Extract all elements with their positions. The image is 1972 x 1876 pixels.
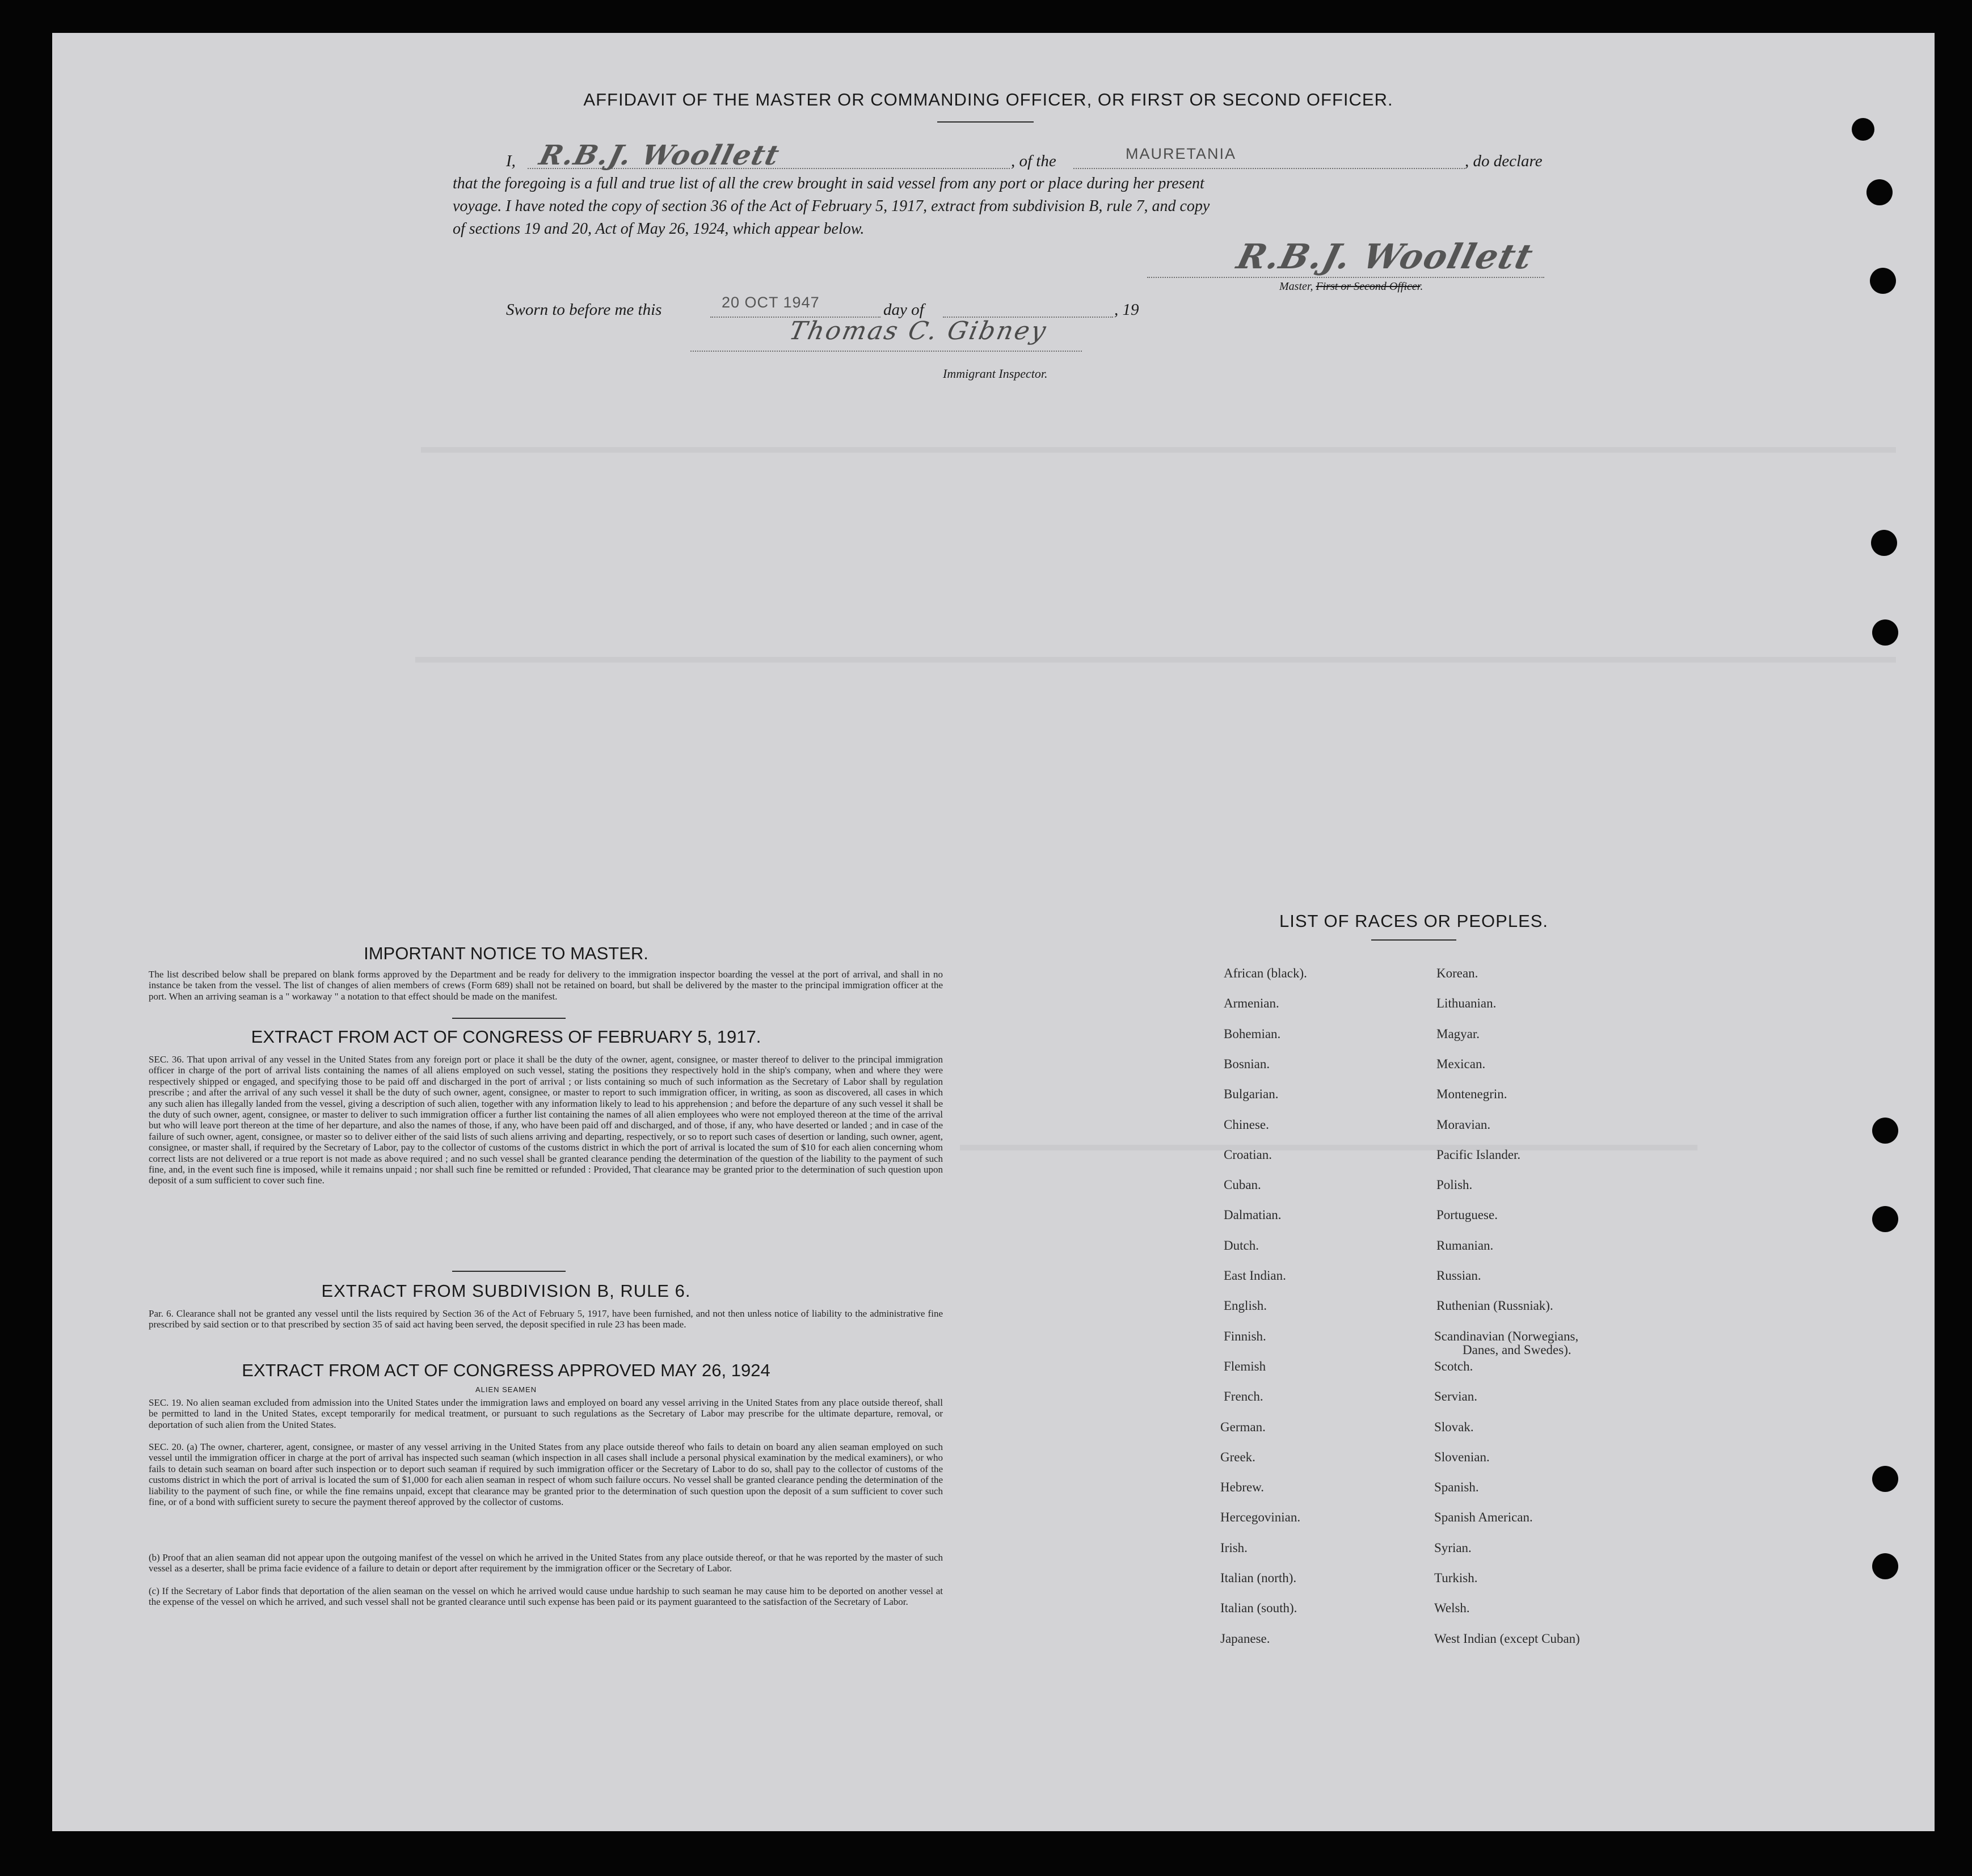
race-item: Hercegovinian. <box>1220 1510 1301 1524</box>
race-item: Chinese. <box>1224 1118 1269 1132</box>
race-item: Syrian. <box>1434 1541 1472 1555</box>
race-item: Portuguese. <box>1436 1208 1498 1222</box>
extract-1924-subtitle: ALIEN SEAMEN <box>475 1385 537 1394</box>
race-item: Scotch. <box>1434 1359 1473 1373</box>
race-item: Irish. <box>1220 1541 1248 1555</box>
officer-signature: R.B.J. Woollett <box>536 140 783 171</box>
race-item: Turkish. <box>1434 1571 1478 1585</box>
race-item: Mexican. <box>1436 1057 1486 1071</box>
race-item: Scandinavian (Norwegians, <box>1434 1329 1579 1343</box>
document-page <box>52 33 1935 1831</box>
race-item: Magyar. <box>1436 1027 1480 1041</box>
sec-19-text: SEC. 19. No alien seaman excluded from admission into the United States under the immigration laws and employed on board any vessel arriving in the United States from any place outside thereof, shall be permitted to land in the United States, except temporarily for medical treatment, or pursuant to such regulations as the Secretary of Labor may prescribe for the ultimate departure, removal, or deportation of such alien from the United States. <box>149 1397 943 1430</box>
affidavit-line-2: that the foregoing is a full and true list of all the crew brought in said vessel from any port or place during her present <box>453 175 1204 192</box>
race-item: French. <box>1224 1389 1263 1403</box>
race-item: Spanish. <box>1434 1480 1479 1494</box>
race-item: Moravian. <box>1436 1118 1491 1132</box>
race-item: Bosnian. <box>1224 1057 1270 1071</box>
race-item: Greek. <box>1220 1450 1255 1464</box>
race-item: Cuban. <box>1224 1178 1261 1192</box>
do-declare-label: , do declare <box>1465 152 1543 170</box>
race-item: Slovak. <box>1434 1420 1474 1434</box>
race-item: Korean. <box>1436 966 1478 980</box>
race-item: Rumanian. <box>1436 1238 1494 1253</box>
race-item: Bohemian. <box>1224 1027 1281 1041</box>
race-item: Welsh. <box>1434 1601 1470 1615</box>
extract-1917-title: EXTRACT FROM ACT OF CONGRESS OF FEBRUARY 5, 1917. <box>251 1027 761 1047</box>
race-item: Japanese. <box>1220 1632 1270 1646</box>
affidavit-line-3: voyage. I have noted the copy of section 36 of the Act of February 5, 1917, extract from subdivision B, rule 7, and copy <box>453 197 1210 215</box>
extract-1917-text: SEC. 36. That upon arrival of any vessel in the United States from any foreign port or place it shall be the duty of the owner, agent, consignee, or master thereof to deliver to the principal immigration officer in charge of the port of arrival lists containing the names of all aliens employed on such vessel, stating the positions they respectively hold in the ship's company, when and where they were respectively shipped or engaged, and specifying those to be paid off and discharged in the port of arrival ; or lists containing so much of such information as the Secretary of Labor shall by regulation prescribe ; and after the arrival of any such vessel it shall be the duty of such owner, agent, consignee, or master to report to such immigration officer, in writing, as soon as discovered, all cases in which any such alien has illegally landed from the vessel, giving a description of such alien, together with any information likely to lead to his apprehension ; and before the departure of any such vessel it shall be the duty of such owner, agent, consignee, or master to deliver to such immigration officer a further list containing the names of all alien employees who were not employed thereon at the time of the arrival but who will leave port thereon at the time of her departure, and also the names of those, if any, who have been paid off and discharged, and of those, if any, who have deserted or landed ; and in case of the failure of such owner, agent, consignee, or master so to deliver either of the said lists of such aliens arriving and departing, respectively, or so to report such cases of desertion or landing, such owner, agent, consignee, or master shall, if required by the Secretary of Labor, pay to the collector of customs of the customs district in which the port of arrival is located the sum of $10 for each alien concerning whom correct lists are not delivered or a true report is not made as above required ; and no such vessel shall be granted clearance pending the determination of the question of the liability to the payment of such fine, and, in the event such fine is imposed, while it remains unpaid ; nor shall such fine be remitted or refunded : Provided, That clearance may be granted prior to the determination of such question upon deposit of a sum sufficient to cover such fine. <box>149 1054 943 1186</box>
race-item: West Indian (except Cuban) <box>1434 1632 1580 1646</box>
inspector-caption: Immigrant Inspector. <box>943 366 1048 381</box>
race-item: Lithuanian. <box>1436 996 1497 1010</box>
affidavit-i-label: I, <box>506 152 516 170</box>
master-signature: R.B.J. Woollett <box>1233 237 1538 277</box>
notice-text: The list described below shall be prepared on blank forms approved by the Department and be ready for delivery to the immigration inspector boarding the vessel at the port of arrival, and shall in no instance be taken from the vessel. The list of changes of alien members of crews (Form 689) shall not be retained on board, but shall be delivered by the master to the principal immigration officer at the port. When an arriving seaman is a " workaway " a notation to that effect should be made on the manifest. <box>149 969 943 1002</box>
race-item: Italian (north). <box>1220 1571 1297 1585</box>
race-item: Dalmatian. <box>1224 1208 1282 1222</box>
master-caption: Master, First or Second Officer. <box>1279 280 1423 293</box>
sec-20b-text: (b) Proof that an alien seaman did not appear upon the outgoing manifest of the vessel on which he arrived in the United States from any place outside thereof, or that he was reported by the master of such vessel as a deserter, shall be prima facie evidence of a failure to detain or deport after requirement by the immigration officer or the Secretary of Labor. <box>149 1552 943 1574</box>
race-item: Montenegrin. <box>1436 1087 1507 1101</box>
day-of-label: day of <box>883 301 924 319</box>
race-item: Ruthenian (Russniak). <box>1436 1299 1553 1313</box>
race-item: Finnish. <box>1224 1329 1266 1343</box>
race-item: German. <box>1220 1420 1266 1434</box>
race-item: African (black). <box>1224 966 1307 980</box>
sec-20c-text: (c) If the Secretary of Labor finds that deportation of the alien seaman on the vessel on which he arrived would cause undue hardship to such seaman he may cause him to be deported on another vessel at the expense of the vessel on which he arrived, and such vessel shall not be granted clearance until such expense has been paid or its payment guaranteed to the satisfaction of the Secretary of Labor. <box>149 1586 943 1608</box>
notice-title: IMPORTANT NOTICE TO MASTER. <box>364 943 648 963</box>
race-item: East Indian. <box>1224 1268 1286 1283</box>
of-the-label: , of the <box>1011 152 1056 170</box>
sworn-date-stamp: 20 OCT 1947 <box>722 294 820 311</box>
extract-rule6-text: Par. 6. Clearance shall not be granted any vessel until the lists required by Section 36 of the Act of February 5, 1917, have been furnished, and not then unless notice of liability to the administrative fine prescribed by said section or to that prescribed by section 35 of said act having been served, the deposit specified in rule 23 has been made. <box>149 1308 943 1330</box>
race-item: Slovenian. <box>1434 1450 1490 1464</box>
sec-20a-text: SEC. 20. (a) The owner, charterer, agent, consignee, or master of any vessel arriving in the United States from any place outside thereof who fails to detain on board any alien seaman employed on such vessel until the immigration officer in charge at the port of arrival has inspected such seaman (which inspection in all cases shall include a personal physical examination by the medical examiners), or who fails to detain such seaman on board after such inspection or to deport such seaman if required by such immigration officer or the Secretary of Labor to do so, shall pay to the collector of customs of the customs district in which the port of arrival is located the sum of $1,000 for each alien seaman in respect of whom such failure occurs. No vessel shall be granted clearance pending the determination of the liability to the payment of such fine, or while the fine remains unpaid, except that clearance may be granted prior to the determination of such question upon the deposit of a sum sufficient to cover such fine, or of a bond with sufficient surety to secure the payment thereof approved by the collector of customs. <box>149 1441 943 1508</box>
sworn-label: Sworn to before me this <box>506 301 662 319</box>
race-item: Armenian. <box>1224 996 1279 1010</box>
race-item: Croatian. <box>1224 1148 1272 1162</box>
extract-rule6-title: EXTRACT FROM SUBDIVISION B, RULE 6. <box>321 1281 691 1301</box>
affidavit-title: AFFIDAVIT OF THE MASTER OR COMMANDING OFFICER, OR FIRST OR SECOND OFFICER. <box>583 90 1393 109</box>
race-item: Spanish American. <box>1434 1510 1533 1524</box>
race-item: Servian. <box>1434 1389 1478 1403</box>
race-item: Italian (south). <box>1220 1601 1297 1615</box>
year-prefix: , 19 <box>1114 301 1139 319</box>
inspector-signature: Thomas C. Gibney <box>786 317 1050 345</box>
race-item: Russian. <box>1436 1268 1481 1283</box>
race-item-continuation: Danes, and Swedes). <box>1463 1343 1571 1357</box>
race-item: Hebrew. <box>1220 1480 1265 1494</box>
race-item: Polish. <box>1436 1178 1473 1192</box>
affidavit-line-4: of sections 19 and 20, Act of May 26, 1924, which appear below. <box>453 220 865 238</box>
races-title: LIST OF RACES OR PEOPLES. <box>1279 911 1549 931</box>
vessel-name: MAURETANIA <box>1126 145 1237 162</box>
extract-1924-title: EXTRACT FROM ACT OF CONGRESS APPROVED MAY 26, 1924 <box>242 1360 770 1380</box>
race-item: Dutch. <box>1224 1238 1259 1253</box>
race-item: Bulgarian. <box>1224 1087 1279 1101</box>
race-item: Flemish <box>1224 1359 1266 1373</box>
race-item: Pacific Islander. <box>1436 1148 1521 1162</box>
race-item: English. <box>1224 1299 1267 1313</box>
